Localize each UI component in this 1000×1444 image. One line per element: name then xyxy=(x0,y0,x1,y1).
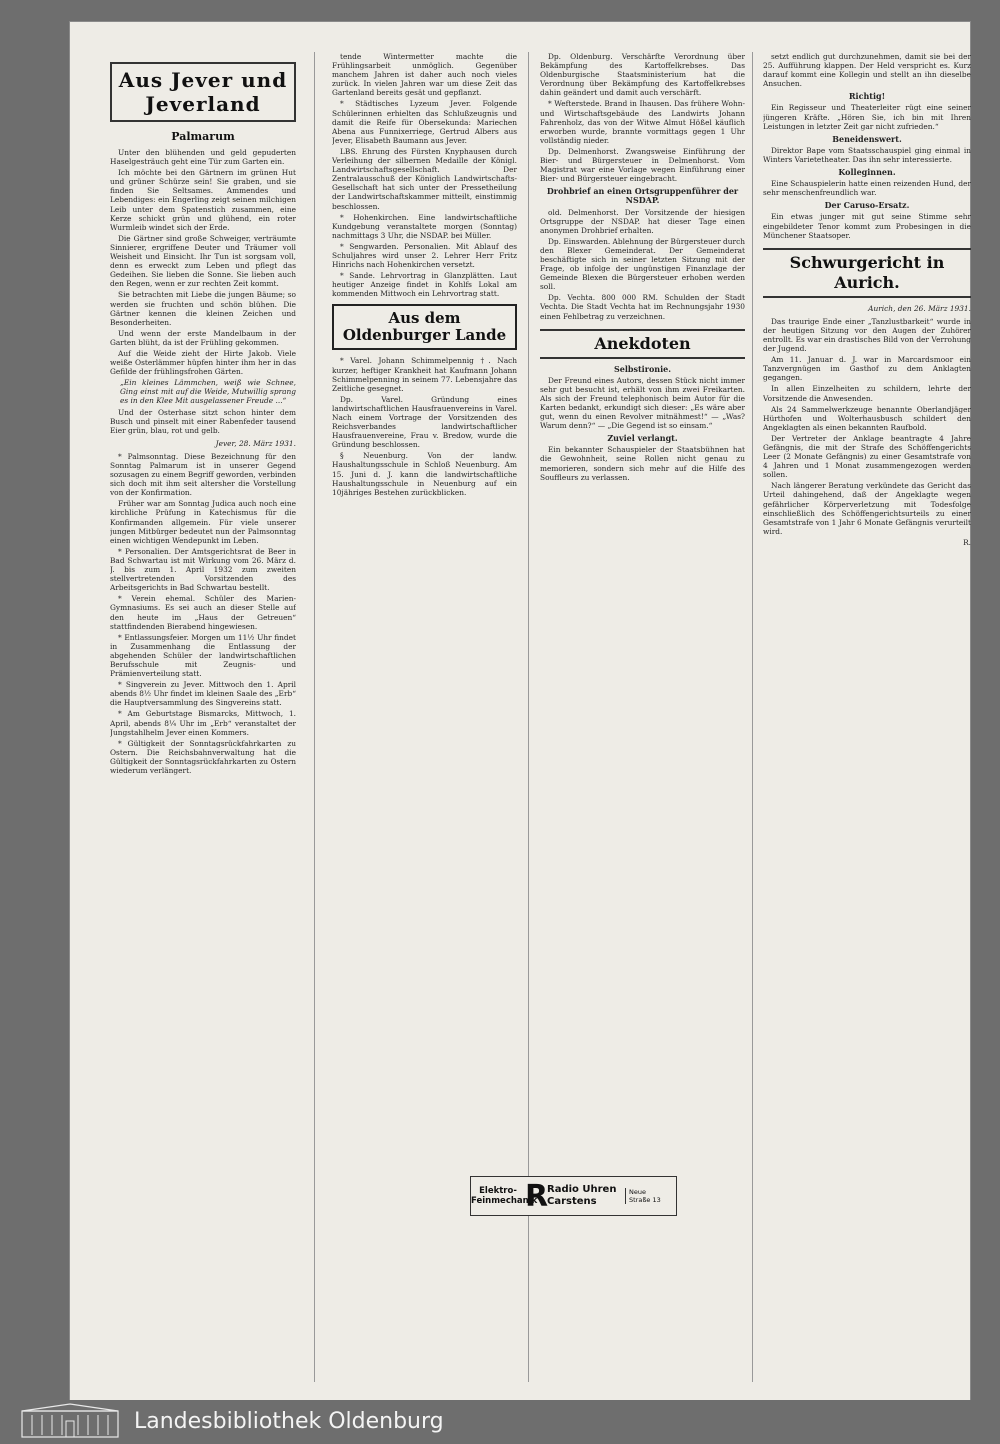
paragraph: Dp. Varel. Gründung eines landwirtschaftlichen Hausfrauenvereins in Varel. Nach einem Vortrage der Vorsitzenden des Reichsverbandes landwirtschaftlicher Hausfrauenvereine, Frau v. Bredow, wurde die Gründung beschlossen. xyxy=(332,394,517,450)
anecdote-heading: Beneidenswert. xyxy=(832,133,902,144)
paragraph: setzt endlich gut durchzunehmen, damit sie bei der 25. Aufführung klappen. Der Held verspricht es. Kurz darauf kommt eine Kollegin und stellt an ihn dieselbe Ansuchen. xyxy=(763,52,971,89)
library-name: Landesbibliothek Oldenburg xyxy=(134,1409,444,1434)
paragraph: Als 24 Sammelwerkzeuge benannte Oberlandjäger Hürthofen und Wolterhausbusch schildert den Angeklagten als einen bekannten Raufbold. xyxy=(763,404,971,432)
paragraph: In allen Einzelheiten zu schildern, lehrte der Vorsitzende die Anwesenden. xyxy=(763,384,971,403)
anecdotes-title: Anekdoten xyxy=(540,329,745,359)
ad-initial: R xyxy=(525,1178,549,1214)
paragraph: old. Delmenhorst. Der Vorsitzende der hiesigen Ortsgruppe der NSDAP. hat dieser Tage einen anonymen Drohbrief erhalten. xyxy=(540,207,745,235)
ad-business-name xyxy=(547,1184,625,1208)
paragraph: Dp. Oldenburg. Verschärfte Verordnung über Bekämpfung des Kartoffelkrebses. Das Oldenburgische Staatsministerium hat die Verordnung über Bekämpfung des Kartoffelkrebses dahin geändert und damit auch verschärft. xyxy=(540,52,745,98)
column-1 xyxy=(110,62,296,1362)
paragraph: * Entlassungsfeier. Morgen um 11½ Uhr findet in Zusammenhang die Entlassung der abgehenden Schüler der landwirtschaftlichen Berufsschule mit Zeugnis- und Prämienverteilung statt. xyxy=(110,632,296,679)
anecdote-heading: Kolleginnen. xyxy=(838,167,896,178)
paragraph: Auf die Weide zieht der Hirte Jakob. Viele weiße Osterlämmer hüpfen hinter ihm her in das Gefilde der frühlingsfrohen Gärten. xyxy=(110,348,296,377)
paragraph: Dp. Einswarden. Ablehnung der Bürgersteuer durch den Blexer Gemeinderat. Der Gemeinderat beschäftigte sich in seiner letzten Sitzung mit der Frage, ob infolge der ungünstigen Finanzlage der Gemeinde Blexen die Bürgersteuer erhoben werden soll. xyxy=(540,236,745,292)
signature: R. xyxy=(963,537,971,547)
article-heading: Palmarum xyxy=(171,130,235,143)
paragraph: Dp. Vechta. 800 000 RM. Schulden der Stadt Vechta. Die Stadt Vechta hat im Rechnungsjahr 1930 einen Fehlbetrag zu verzeichnen. xyxy=(540,293,745,321)
paragraph: Direktor Bape vom Staatsschauspiel ging einmal in Winters Varietetheater. Das ihn sehr interessierte. xyxy=(763,145,971,164)
column-4 xyxy=(763,52,971,1362)
paragraph: * Singverein zu Jever. Mittwoch den 1. April abends 8½ Uhr findet im kleinen Saale des „Erb“ die Hauptversammlung des Singvereins statt. xyxy=(110,680,296,708)
dateline: Aurich, den 26. März 1931. xyxy=(868,303,971,313)
ad-address: Neue Straße 13 xyxy=(625,1188,665,1204)
ad-products: Radio Uhren xyxy=(547,1184,617,1195)
paragraph: * Gültigkeit der Sonntagsrückfahrkarten zu Ostern. Die Reichsbahnverwaltung hat die Gültigkeit der Sonntagsrückfahrkarten zu Ostern wiederum verlängert. xyxy=(110,738,296,775)
paragraph: LBS. Ehrung des Fürsten Knyphausen durch Verleihung der silbernen Medaille der Königl. Landwirtschaftsgesellschaft. Der Zentralausschuß der Königlich Landwirtschafts-Gesellschaft hat sich unter der Pressetheilung der Landwirtschaftskammer mitteilt, einstimmig beschlossen. xyxy=(332,146,517,211)
article-heading: Drohbrief an einen Ortsgruppenführer der NSDAP. xyxy=(546,186,739,206)
column-3 xyxy=(540,52,745,1362)
anecdote-heading: Selbstironie. xyxy=(613,363,672,374)
column-rule xyxy=(314,52,315,1382)
local-news-masthead: Aus Jever und Jeverland xyxy=(110,62,296,122)
advertisement xyxy=(470,1176,677,1216)
paragraph: * Hohenkirchen. Eine landwirtschaftliche Kundgebung veranstaltete morgen (Sonntag) nachmittags 3 Uhr, die NSDAP. bei Müller. xyxy=(332,212,517,240)
library-building-logo xyxy=(20,1403,120,1439)
paragraph: * Sande. Lehrvortrag in Glanzplätten. Laut heutiger Anzeige findet in Kohlfs Lokal am kommenden Mittwoch ein Lehrvortrag statt. xyxy=(332,271,517,299)
column-rule xyxy=(752,52,753,1382)
poem: „Ein kleines Lämmchen, weiß wie Schnee, Ging einst mit auf die Weide, Mutwillig sprang es in den Klee Mit ausgelassener Freude ...“ xyxy=(120,378,296,406)
dateline: Jever, 28. März 1931. xyxy=(215,438,296,448)
paragraph: Eine Schauspielerin hatte einen reizenden Hund, der sehr menschenfreundlich war. xyxy=(763,179,971,198)
regional-news-title: Aus dem Oldenburger Lande xyxy=(332,304,517,350)
paragraph: Und wenn der erste Mandelbaum in der Garten blüht, da ist der Frühling gekommen. xyxy=(110,328,296,347)
paragraph: Und der Osterhase sitzt schon hinter dem Busch und pinselt mit einer Rabenfeder tausend Eier grün, blau, rot und gelb. xyxy=(110,407,296,435)
paragraph: Sie betrachten mit Liebe die jungen Bäume; so werden sie fruchten und schön blühen. Die Gärtner kennen die kleinen Zeichen und Besonderheiten. xyxy=(110,290,296,327)
anecdote-heading: Der Caruso-Ersatz. xyxy=(824,200,910,211)
paragraph: Am 11. Januar d. J. war in Marcardsmoor ein Tanzvergnügen im Gasthof zu dem Anklagten gegangen. xyxy=(763,355,971,383)
paragraph: * Wefterstede. Brand in Ihausen. Das frühere Wohn- und Wirtschaftsgebäude des Landwirts Johann Fahrenholz, das von der Witwe Almut Hößel käuflich erworben wurde, brannte vormittags gegen 1 Uhr vollständig nieder. xyxy=(540,99,745,145)
paragraph: Dp. Delmenhorst. Zwangsweise Einführung der Bier- und Bürgersteuer in Delmenhorst. Vom Magistrat war eine Vorlage wegen Einführung einer Bier- und Bürgersteuer eingebracht. xyxy=(540,146,745,184)
court-report-title: Schwurgericht in Aurich. xyxy=(763,248,971,298)
paragraph: tende Wintermetter machte die Frühlingsarbeit unmöglich. Gegenüber manchem Jahren ist daher auch noch vieles zurück. In vielen Jahren war um diese Zeit das Gartenland bereits gesät und gepflanzt. xyxy=(332,52,517,98)
paragraph: Ein bekannter Schauspieler der Staatsbühnen hat die Gewohnheit, seine Rollen nicht genau zu memorieren, sondern sich mehr auf die Hilfe des Souffleurs zu verlassen. xyxy=(540,445,745,482)
paragraph: Ein Regisseur und Theaterleiter rügt eine seiner jüngeren Kräfte. „Hören Sie, ich bin mit Ihren Leistungen in letzter Zeit gar nicht zufrieden.“ xyxy=(763,103,971,131)
column-2 xyxy=(332,52,517,1362)
paragraph: * Städtisches Lyzeum Jever. Folgende Schülerinnen erhielten das Schlußzeugnis und damit die Reife für Obersekunda: Mariechen Abena aus Funnixerriege, Gertrud Albers aus Jever, Elisabeth Baumann aus Jever. xyxy=(332,99,517,145)
paragraph: Nach längerer Beratung verkündete das Gericht das Urteil dahingehend, daß der Angeklagte wegen gefährlicher Körperverletzung mit Todesfolge einschließlich des Schöffengerichtsurteils zu einer Gesamtstrafe von 1 Jahr 6 Monate Gefängnis verurteilt wird. xyxy=(763,481,971,536)
paragraph: § Neuenburg. Von der landw. Haushaltungsschule in Schloß Neuenburg. Am 15. Juni d. J. kann die landwirtschaftliche Haushaltungsschule in Neuenburg auf ein 10jähriges Bestehen zurückblicken. xyxy=(332,451,517,497)
anecdote-heading: Richtig! xyxy=(848,91,886,102)
paragraph: Das traurige Ende einer „Tanzlustbarkeit“ wurde in der heutigen Sitzung vor den Augen der Zuhörer entrollt. Es war ein drastisches Bild von der Verrohung der Jugend. xyxy=(763,316,971,354)
anecdote-heading: Zuviel verlangt. xyxy=(607,433,678,444)
paragraph: * Palmsonntag. Diese Bezeichnung für den Sonntag Palmarum ist in unserer Gegend sozusagen zu einem Begriff geworden, verbinden sich doch mit ihm seit altersher die Vorstellung von der Konfirmation. xyxy=(110,451,296,498)
paragraph: Unter den blühenden und geld gepuderten Haselgesträuch geht eine Tür zum Garten ein. xyxy=(110,148,296,167)
ad-business-type: Elektro-Feinmechanik xyxy=(471,1186,538,1206)
paragraph: Die Gärtner sind große Schweiger, verträumte Sinnierer, ergriffene Deuter und Träumer voll Weisheit und Einsicht. Ihr Tun ist sorgsam voll, denn es erweckt zum Leben und pflegt das Gedeihen. Sie lieben die Sonne. Sie lieben auch den Regen, wenn er zur rechten Zeit kommt. xyxy=(110,233,296,289)
paragraph: * Am Geburtstage Bismarcks, Mittwoch, 1. April, abends 8¼ Uhr im „Erb“ veranstaltet der Jungstahlhelm Jever einen Kommers. xyxy=(110,709,296,737)
paragraph: Der Vertreter der Anklage beantragte 4 Jahre Gefängnis, die mit der Strafe des Schöffengerichts Leer (2 Monate Gefängnis) zu einer Gesamtstrafe von 4 Jahren und 1 Monat zusammengezogen werden sollen. xyxy=(763,433,971,480)
paragraph: Ich möchte bei den Gärtnern im grünen Hut und grüner Schürze sein! Sie graben, und sie finden Sie Seltsames. Ammendes und Lebendiges: ein Engerling zeigt seinen milchigen Leib unter dem Spatenstich zusammen, eine Kerze schickt grün und glühend, ein roter Wurmleib windet sich der Erde. xyxy=(110,168,296,232)
paragraph: Ein etwas junger mit gut seine Stimme sehr eingebildeter Tenor kommt zum Probesingen in die Münchener Staatsoper. xyxy=(763,212,971,240)
paragraph: * Verein ehemal. Schüler des Marien-Gymnasiums. Es sei auch an dieser Stelle auf den heute im „Haus der Getreuen“ stattfindenden Bierabend hingewiesen. xyxy=(110,594,296,631)
paragraph: * Sengwarden. Personalien. Mit Ablauf des Schuljahres wird unser 2. Lehrer Herr Fritz Hinrichs nach Hohenkirchen versetzt. xyxy=(332,241,517,270)
paragraph: Der Freund eines Autors, dessen Stück nicht immer sehr gut besucht ist, erhält von ihm zwei Freikarten. Als sich der Freund telephonisch beim Autor für die Karten bedankt, erkundigt sich dieser: „Es wäre aber gut, wenn du einen Revolver mitnähmest!“ — „Was? Warum denn?“ — „Die Gegend ist so einsam.“ xyxy=(540,375,745,431)
paragraph: Früher war am Sonntag Judica auch noch eine kirchliche Prüfung in Katechismus für die Konfirmanden allgemein. Für viele unserer jungen Mitbürger bedeutet nun der Palmsonntag einen wichtigen Wendepunkt im Leben. xyxy=(110,499,296,545)
paragraph: * Personalien. Der Amtsgerichtsrat de Beer in Bad Schwartau ist mit Wirkung vom 26. März d. J. bis zum 1. April 1932 zum zweiten stellvertretenden Vorsitzenden des Arbeitsgerichts in Bad Schwartau bestellt. xyxy=(110,546,296,593)
paragraph: * Varel. Johann Schimmelpennig †. Nach kurzer, heftiger Krankheit hat Kaufmann Johann Schimmelpenning in seinem 77. Lebensjahre das Zeitliche gesegnet. xyxy=(332,356,517,393)
ad-company: Carstens xyxy=(547,1196,597,1207)
